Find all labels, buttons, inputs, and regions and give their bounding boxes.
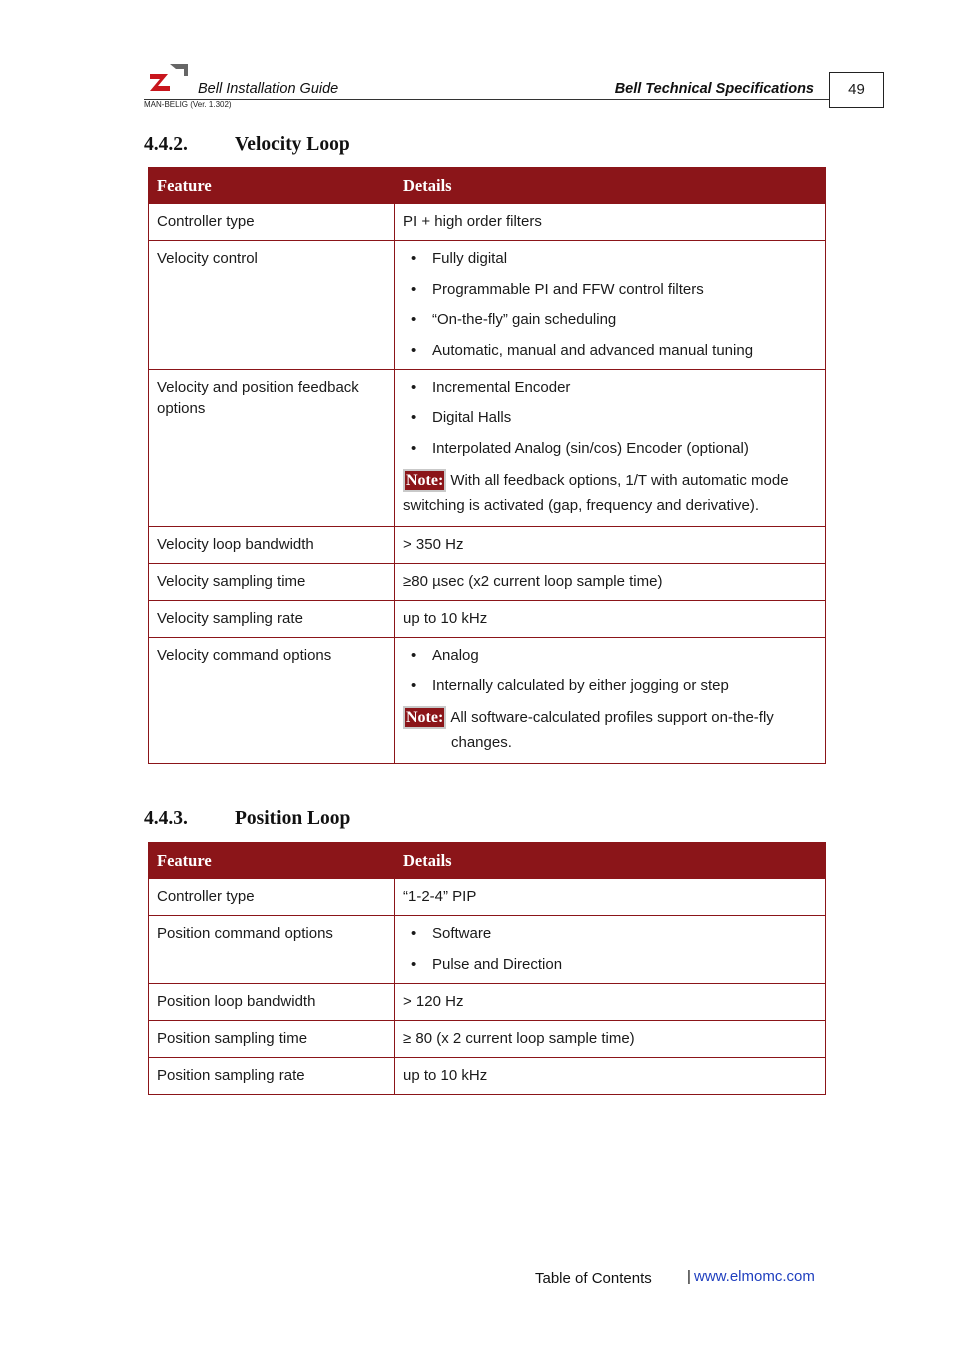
details-cell [395,916,826,984]
position-loop-table [148,842,826,1095]
header-divider [144,99,830,100]
column-header-feature: Feature [149,843,395,879]
feature-cell: Velocity command options [149,637,395,764]
details-cell: up to 10 kHz [395,1057,826,1094]
note [403,705,817,755]
list-item: • Programmable PI and FFW control filters [403,279,817,300]
footer-separator: | [687,1268,691,1285]
table-header-row [149,168,826,204]
table-row [149,241,826,370]
section-number: 4.4.2. [144,134,188,155]
website-link[interactable]: www.elmomc.com [694,1268,815,1285]
details-cell: PI + high order filters [395,204,826,241]
details-cell: up to 10 kHz [395,600,826,637]
feature-cell: Position command options [149,916,395,984]
table-row [149,879,826,916]
details-cell [395,369,826,526]
table-row [149,983,826,1020]
table-row [149,563,826,600]
document-version: MAN-BELIG (Ver. 1.302) [144,100,232,109]
feature-cell: Position sampling time [149,1020,395,1057]
column-header-feature: Feature [149,168,395,204]
details-cell: > 350 Hz [395,526,826,563]
table-row [149,369,826,526]
section-heading-text: Velocity Loop [235,134,350,155]
list-item: • Software [403,923,817,944]
bullet-list [403,645,817,697]
note-label: Note: [403,469,446,492]
table-row [149,526,826,563]
company-logo [148,62,190,92]
note-text: All software-calculated profiles support on-the-fly [450,709,774,726]
note-text: With all feedback options, 1/T with automatic mode switching is activated (gap, frequency and derivative). [403,471,789,514]
feature-cell: Velocity sampling time [149,563,395,600]
list-item: • Internally calculated by either jogging or step [403,675,817,696]
guide-title: Bell Installation Guide [198,81,339,97]
section-heading-text: Position Loop [235,808,351,829]
list-item: • Analog [403,645,817,666]
bullet-list [403,248,817,361]
note-text-continued: changes. [451,734,512,751]
details-cell [395,241,826,370]
section-heading-position-loop [144,808,350,830]
details-cell: “1-2-4” PIP [395,879,826,916]
table-of-contents-link[interactable]: Table of Contents [535,1270,652,1287]
page-number: 49 [829,72,884,108]
table-row [149,204,826,241]
section-number: 4.4.3. [144,808,188,829]
table-row [149,1057,826,1094]
velocity-loop-table [148,167,826,764]
note [403,468,817,518]
section-title: Bell Technical Specifications [614,81,814,97]
table-header-row [149,843,826,879]
feature-cell: Velocity sampling rate [149,600,395,637]
details-cell: > 120 Hz [395,983,826,1020]
column-header-details: Details [395,168,826,204]
feature-cell: Position loop bandwidth [149,983,395,1020]
details-cell: ≥ 80 (x 2 current loop sample time) [395,1020,826,1057]
details-cell: ≥80 µsec (x2 current loop sample time) [395,563,826,600]
feature-cell: Velocity and position feedback options [149,369,395,526]
bullet-list [403,923,817,975]
list-item: • Digital Halls [403,407,817,428]
section-heading-velocity-loop [144,134,350,156]
feature-cell: Velocity loop bandwidth [149,526,395,563]
list-item: • Automatic, manual and advanced manual tuning [403,340,817,361]
feature-cell: Controller type [149,204,395,241]
list-item: • “On-the-fly” gain scheduling [403,309,817,330]
feature-cell: Controller type [149,879,395,916]
note-label: Note: [403,706,446,729]
table-row [149,1020,826,1057]
bullet-list [403,377,817,459]
feature-cell: Position sampling rate [149,1057,395,1094]
list-item: • Pulse and Direction [403,954,817,975]
table-row [149,637,826,764]
table-row [149,600,826,637]
feature-cell: Velocity control [149,241,395,370]
list-item: • Incremental Encoder [403,377,817,398]
list-item: • Fully digital [403,248,817,269]
list-item: • Interpolated Analog (sin/cos) Encoder (optional) [403,438,817,459]
column-header-details: Details [395,843,826,879]
table-row [149,916,826,984]
details-cell [395,637,826,764]
